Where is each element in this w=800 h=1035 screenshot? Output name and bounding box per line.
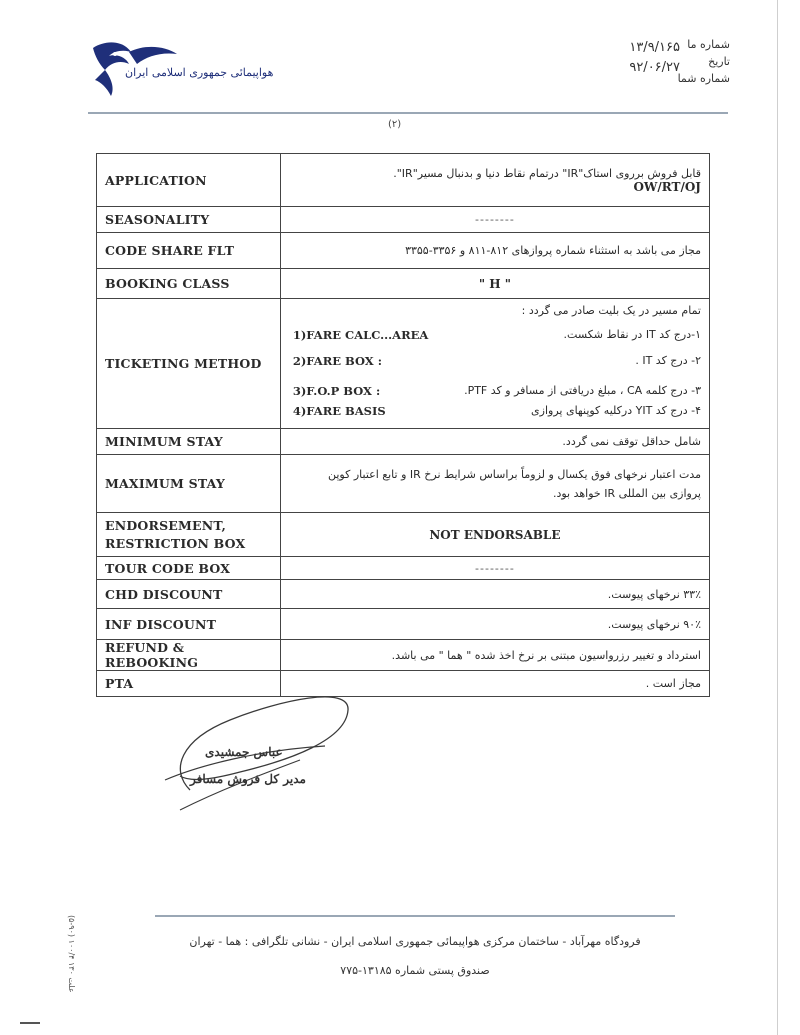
ticketing-item-en: 2)FARE BOX : (292, 353, 382, 368)
header-divider (88, 112, 728, 114)
table-row (97, 154, 710, 207)
our-number-value: ۱۳/۹/۱۶۵ (629, 40, 680, 55)
page-number: (۲) (388, 119, 402, 130)
row-value: مدت اعتبار نرخهای فوق یکسال و لزوماً براساس شرایط نرخ IR و تابع اعتبار کوپن پروازی بین المللی IR خواهد بود. (280, 455, 709, 513)
table-row (97, 640, 710, 671)
row-value: -------- (280, 207, 709, 233)
our-number-label: شماره ما (687, 38, 730, 51)
row-label: ENDORSEMENT, RESTRICTION BOX (97, 513, 281, 557)
table-row (97, 207, 710, 233)
ticketing-item-fa: ۴- درج کد YIT درکلیه کوپنهای پروازی (531, 403, 701, 417)
row-value: " H " (280, 269, 709, 299)
table-row (97, 269, 710, 299)
table-row (97, 455, 710, 513)
logo-text: هواپیمائی جمهوری اسلامی ایران (125, 66, 274, 79)
row-label: TICKETING METHOD (97, 299, 281, 429)
row-value: ۳۳٪ نرخهای پیوست. (280, 580, 709, 609)
row-label: TOUR CODE BOX (97, 557, 281, 580)
row-label: SEASONALITY (97, 207, 281, 233)
ticketing-item-en: 4)FARE BASIS (292, 403, 386, 418)
letterhead (0, 0, 800, 130)
date-label: تاریخ (708, 55, 730, 68)
fare-rules-table (96, 153, 710, 697)
footer-po-box: صندوق پستی شماره ۱۳۱۸۵-۷۷۵ (340, 964, 490, 977)
row-label: CHD DISCOUNT (97, 580, 281, 609)
row-label: PTA (97, 671, 281, 697)
ticketing-item-en: 1)FARE CALC...AREA (292, 327, 429, 342)
ticketing-item-fa: ۱-درج کد IT در نقاط شکست. (563, 327, 701, 341)
signatory-title: مدیر کل فروش مسافر (190, 772, 306, 786)
row-value: استرداد و تغییر رزرواسیون مبتنی بر نرخ اخذ شده " هما " می باشد. (280, 640, 709, 671)
row-value: مجاز می باشد به استثناء شماره پروازهای ۸۱۲-۸۱۱ و ۳۳۵۶-۳۳۵۵ (280, 233, 709, 269)
table-row (97, 513, 710, 557)
ticketing-method-block (289, 300, 701, 428)
row-label: APPLICATION (97, 154, 281, 207)
table-row (97, 299, 710, 429)
row-value (280, 154, 709, 207)
row-label: CODE SHARE FLT (97, 233, 281, 269)
table-row (97, 609, 710, 640)
date-value: ۹۲/۰۶/۲۷ (629, 60, 680, 75)
table-row (97, 557, 710, 580)
row-value: مجاز است . (280, 671, 709, 697)
ticketing-item-en: 3)F.O.P BOX : (292, 383, 381, 398)
ticketing-item-fa: ۲- درج کد IT . (635, 353, 701, 367)
row-value (280, 299, 709, 429)
row-value: ۹۰٪ نرخهای پیوست. (280, 609, 709, 640)
page-edge-line (777, 0, 778, 1035)
ticketing-intro: تمام مسیر در یک بلیت صادر می گردد : (521, 303, 701, 317)
reference-values (629, 38, 680, 78)
form-code: (۵-۹۰) ۱۰۰/۴ علت ۱۳۰ (67, 915, 76, 993)
corner-mark (20, 1022, 40, 1024)
your-number-label: شماره شما (677, 72, 730, 85)
ticketing-item-fa: ۳- درج کلمه CA ، مبلغ دریافتی از مسافر و کد PTF. (464, 383, 701, 397)
row-value: NOT ENDORSABLE (280, 513, 709, 557)
application-text: قابل فروش برروی استاک"IR" درتمام نقاط دنیا و بدنبال مسیر"IR". (393, 166, 701, 180)
reference-labels (678, 36, 730, 87)
footer-divider (155, 915, 675, 917)
row-value: -------- (280, 557, 709, 580)
signatory-name: عباس جمشیدی (205, 745, 283, 759)
table-row (97, 429, 710, 455)
application-codes: OW/RT/OJ (633, 179, 701, 194)
row-label: MINIMUM STAY (97, 429, 281, 455)
row-label: INF DISCOUNT (97, 609, 281, 640)
row-label: MAXIMUM STAY (97, 455, 281, 513)
row-value: شامل حداقل توقف نمی گردد. (280, 429, 709, 455)
row-label: REFUND & REBOOKING (97, 640, 281, 671)
footer-address: فرودگاه مهرآباد - ساختمان مرکزی هواپیمائی جمهوری اسلامی ایران - نشانی تلگرافی : هما - تهران (189, 935, 641, 948)
table-row (97, 233, 710, 269)
table-row (97, 580, 710, 609)
row-label: BOOKING CLASS (97, 269, 281, 299)
